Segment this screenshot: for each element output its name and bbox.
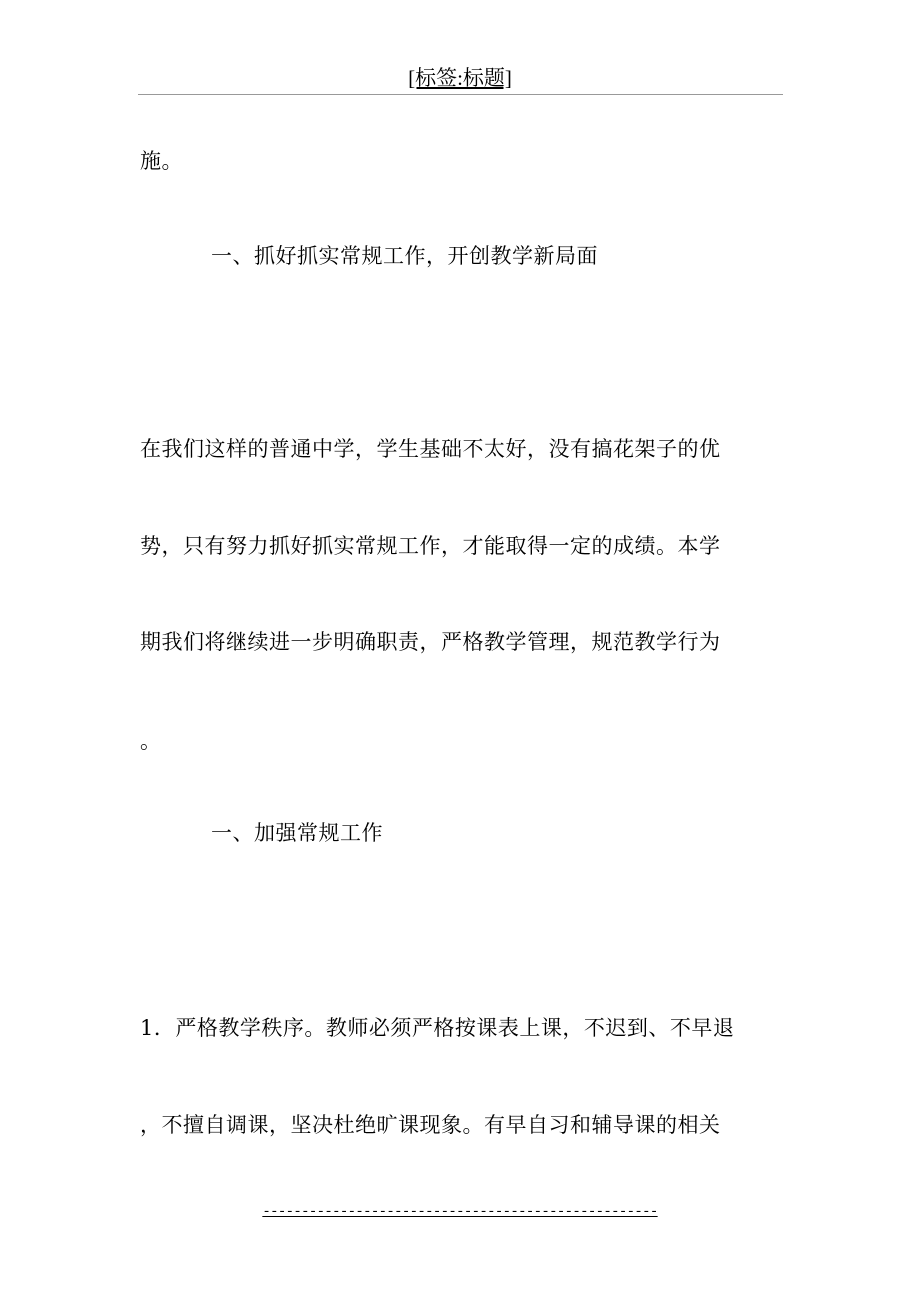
section-heading-2: 一、加强常规工作 (211, 821, 383, 845)
footer-dashed-rule (0, 1202, 920, 1222)
footer-dashes-text: --------------------------------------------------- (262, 1204, 658, 1220)
body-paragraph-line: 1．严格教学秩序。教师必须严格按课表上课，不迟到、不早退 (140, 1016, 735, 1040)
body-line-continuation: 施。 (140, 149, 183, 173)
body-paragraph-line: 在我们这样的普通中学，学生基础不太好，没有搞花架子的优 (140, 437, 721, 461)
body-paragraph-line: 。 (140, 729, 162, 753)
body-paragraph-line: 势，只有努力抓好抓实常规工作，才能取得一定的成绩。本学 (140, 534, 721, 558)
header-tag-text: [标签:标题] (408, 66, 512, 90)
section-heading-1: 一、抓好抓实常规工作，开创教学新局面 (211, 244, 598, 268)
page-header-label (0, 64, 920, 92)
body-paragraph-line: 期我们将继续进一步明确职责，严格教学管理，规范教学行为 (140, 630, 721, 654)
body-paragraph-line: ，不擅自调课，坚决杜绝旷课现象。有早自习和辅导课的相关 (140, 1113, 721, 1137)
header-divider (138, 94, 783, 95)
